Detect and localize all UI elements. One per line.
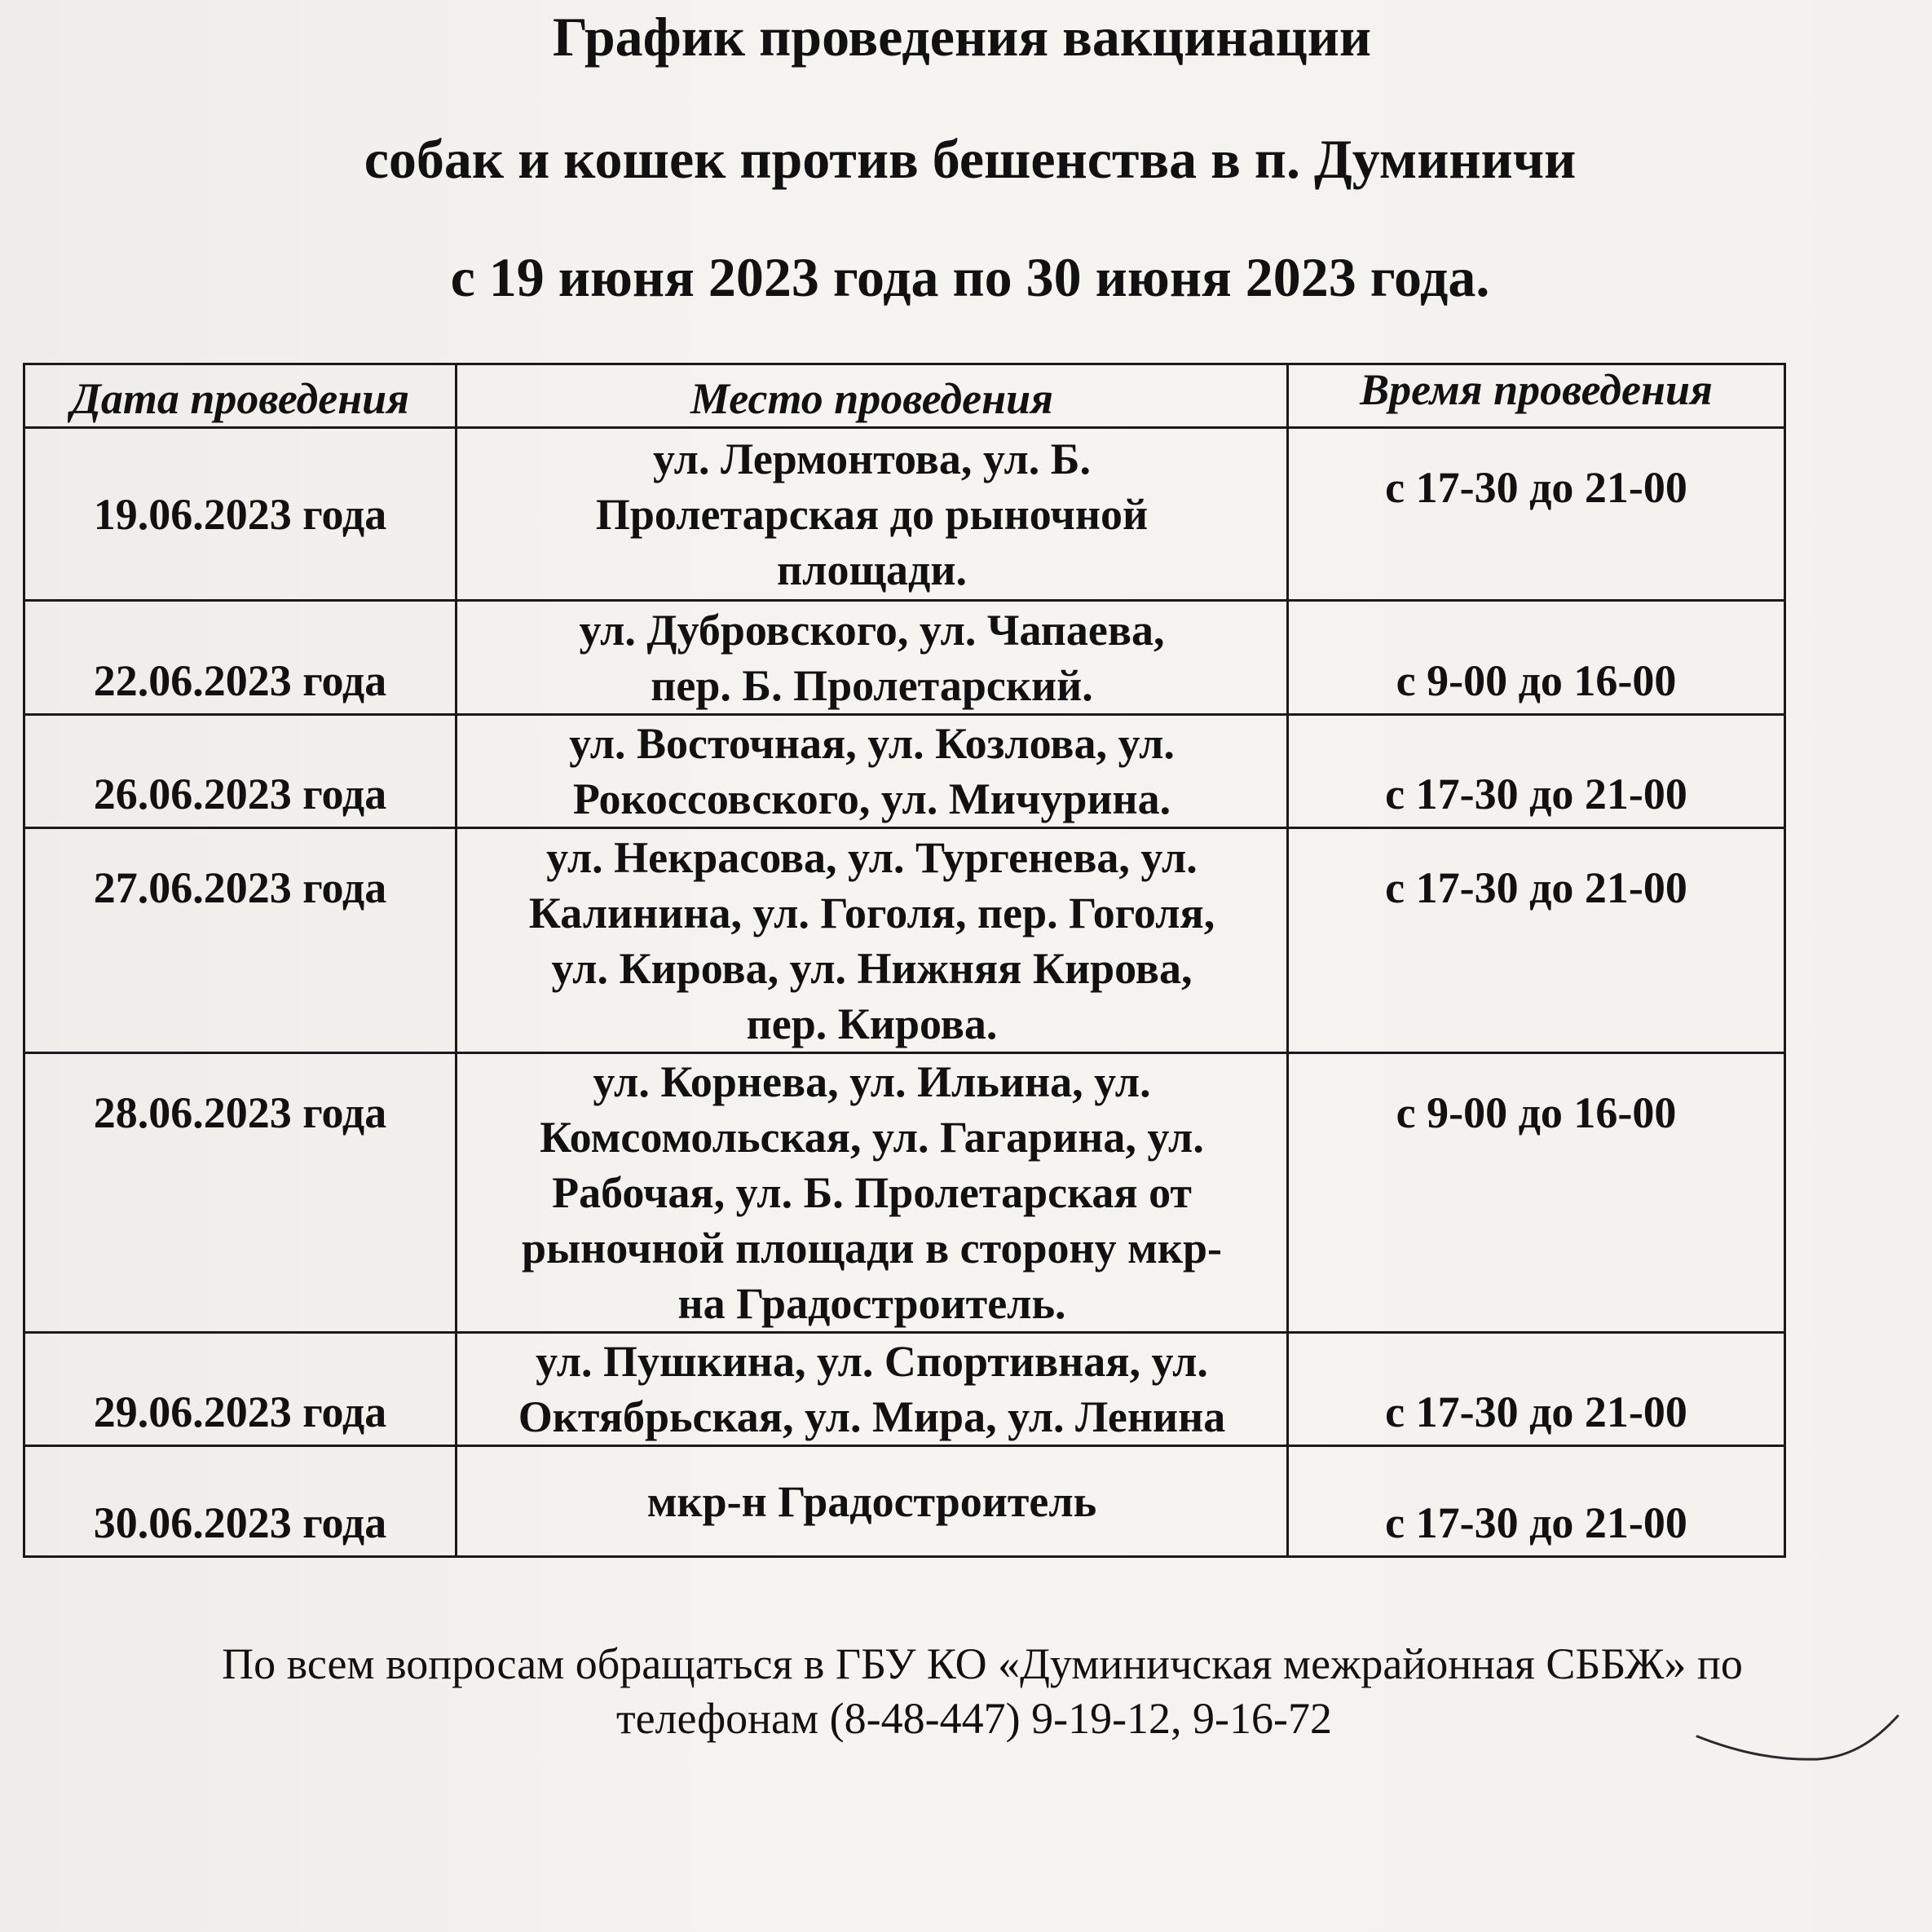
row-time: с 17-30 до 21-00 <box>1288 1333 1785 1446</box>
place-line: пер. Кирова. <box>746 999 998 1048</box>
row-place <box>457 715 1288 828</box>
header-place: Место проведения <box>457 364 1288 428</box>
place-line: ул. Пушкина, ул. Спортивная, ул. <box>536 1337 1208 1386</box>
row-time: с 17-30 до 21-00 <box>1288 828 1785 1053</box>
row-time: с 9-00 до 16-00 <box>1288 1053 1785 1333</box>
place-line: ул. Кирова, ул. Нижняя Кирова, <box>551 943 1193 993</box>
table-row <box>24 1333 1785 1446</box>
row-date: 19.06.2023 года <box>24 428 457 601</box>
place-line: ул. Корнева, ул. Ильина, ул. <box>593 1057 1151 1106</box>
row-time: с 17-30 до 21-00 <box>1288 715 1785 828</box>
row-date: 29.06.2023 года <box>24 1333 457 1446</box>
place-line: ул. Лермонтова, ул. Б. <box>653 434 1091 483</box>
place-line: на Градостроитель. <box>677 1279 1066 1328</box>
vaccination-schedule-table <box>23 363 1786 1558</box>
place-line: рыночной площади в сторону мкр- <box>521 1224 1223 1273</box>
row-place <box>457 1446 1288 1557</box>
place-line: ул. Некрасова, ул. Тургенева, ул. <box>546 832 1198 882</box>
document-date-range: с 19 июня 2023 года по 30 июня 2023 года. <box>450 246 1490 308</box>
table-row <box>24 601 1785 715</box>
table-row <box>24 715 1785 828</box>
place-line: Рокоссовского, ул. Мичурина. <box>572 774 1171 823</box>
table-row <box>24 1053 1785 1333</box>
table-row <box>24 428 1785 601</box>
place-line: мкр-н Градостроитель <box>646 1476 1097 1526</box>
contact-note: По всем вопросам обращаться в ГБУ КО «Думиничская межрайонная СББЖ» по <box>222 1639 1743 1688</box>
place-line: Октябрьская, ул. Мира, ул. Ленина <box>518 1392 1226 1441</box>
place-line: площади. <box>777 545 967 594</box>
row-date: 28.06.2023 года <box>24 1053 457 1333</box>
document-title: График проведения вакцинации <box>552 6 1372 68</box>
place-line: Калинина, ул. Гоголя, пер. Гоголя, <box>528 888 1215 937</box>
document-subtitle: собак и кошек против бешенства в п. Думиничи <box>364 128 1577 190</box>
header-date: Дата проведения <box>24 364 457 428</box>
row-place <box>457 601 1288 715</box>
table-header-row <box>24 364 1785 428</box>
row-place <box>457 1333 1288 1446</box>
row-time: с 17-30 до 21-00 <box>1288 428 1785 601</box>
place-line: Пролетарская до рыночной <box>595 489 1149 539</box>
row-place <box>457 1053 1288 1333</box>
table-row <box>24 1446 1785 1557</box>
place-line: Комсомольская, ул. Гагарина, ул. <box>540 1113 1204 1162</box>
place-line: Рабочая, ул. Б. Пролетарская от <box>552 1168 1192 1217</box>
table-row <box>24 828 1785 1053</box>
row-time: с 17-30 до 21-00 <box>1288 1446 1785 1557</box>
row-time: с 9-00 до 16-00 <box>1288 601 1785 715</box>
row-place <box>457 828 1288 1053</box>
row-place <box>457 428 1288 601</box>
place-line: ул. Восточная, ул. Козлова, ул. <box>569 719 1175 768</box>
row-date: 22.06.2023 года <box>24 601 457 715</box>
row-date: 30.06.2023 года <box>24 1446 457 1557</box>
row-date: 27.06.2023 года <box>24 828 457 1053</box>
row-date: 26.06.2023 года <box>24 715 457 828</box>
header-time: Время проведения <box>1288 364 1785 428</box>
contact-phones: телефонам (8-48-447) 9-19-12, 9-16-72 <box>615 1694 1333 1743</box>
pen-mark-icon <box>1696 1712 1899 1777</box>
place-line: пер. Б. Пролетарский. <box>651 660 1093 710</box>
place-line: ул. Дубровского, ул. Чапаева, <box>579 605 1165 655</box>
